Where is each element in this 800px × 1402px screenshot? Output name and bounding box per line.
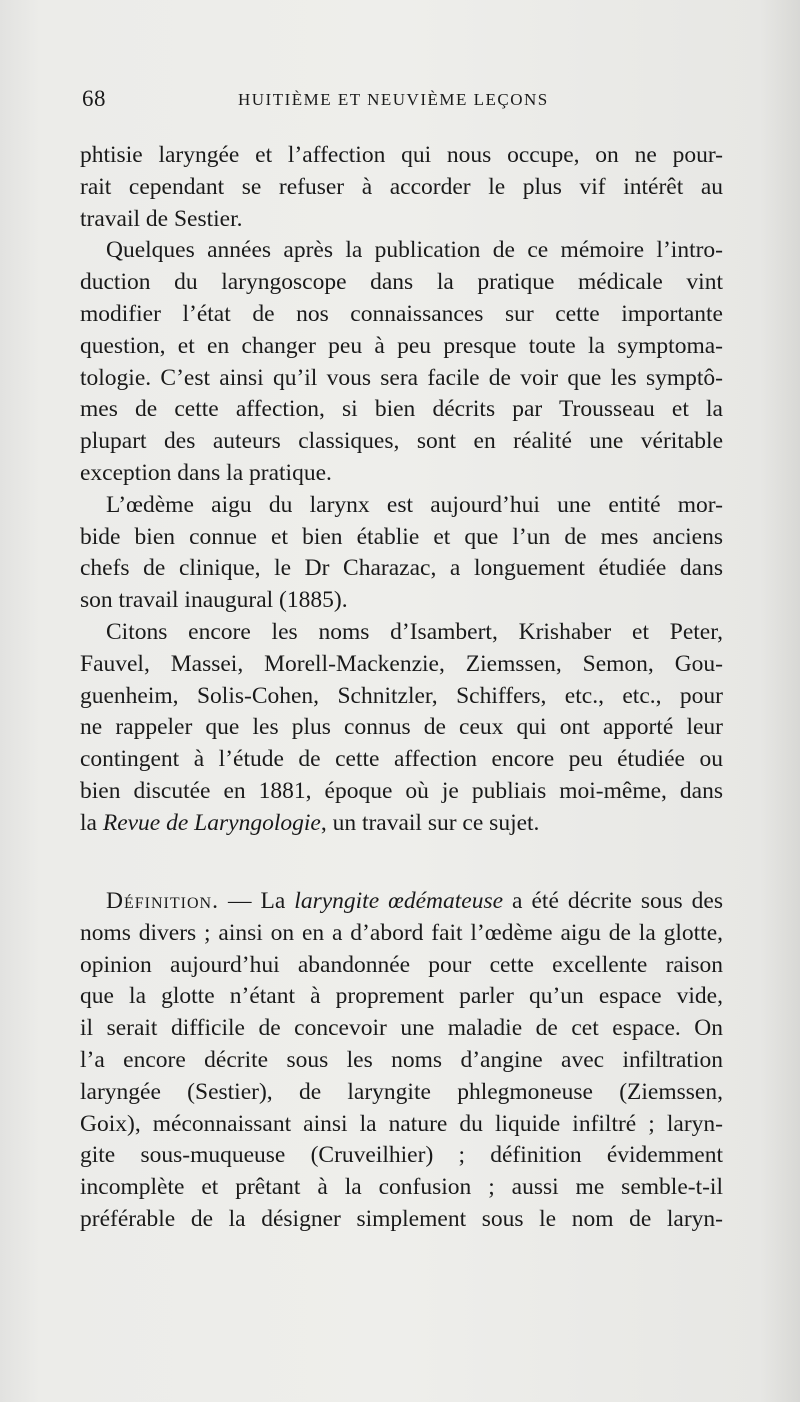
text-line: exception dans la pratique. — [80, 459, 332, 486]
definition-heading-line — [80, 886, 723, 918]
text-line: gite sous-muqueuse (Cruveilhier) ; définition évidemment — [80, 1142, 723, 1169]
text-line: Quelques années après la publication de ce mémoire l’intro- — [106, 237, 723, 264]
text-line: chefs de clinique, le Dr Charazac, a longuement étudiée dans — [80, 555, 723, 582]
text-line: bien discutée en 1881, époque où je publiais moi-même, dans — [80, 777, 723, 804]
text-line: l’a encore décrite sous les noms d’angine avec infiltration — [80, 1046, 723, 1073]
page-number: 68 — [82, 86, 106, 111]
text-line: préférable de la désigner simplement sous le nom de laryn- — [80, 1205, 723, 1232]
text-line: plupart des auteurs classiques, sont en réalité une véritable — [80, 428, 723, 455]
text-line: incomplète et prêtant à la confusion ; aussi me semble-t-il — [80, 1174, 723, 1201]
text-line: contingent à l’étude de cette affection encore peu étudiée ou — [80, 746, 723, 773]
text-line: son travail inaugural (1885). — [80, 587, 348, 614]
defined-term: laryngite œdémateuse — [294, 888, 504, 914]
running-head — [82, 86, 722, 116]
text-line: bide bien connue et bien établie et que l’un de mes anciens — [80, 523, 723, 550]
text-line: mes de cette affection, si bien décrits par Trousseau et la — [80, 396, 723, 423]
text-segment: a été décrite sous des — [503, 888, 723, 914]
text-segment: — La — [218, 888, 295, 914]
text-line: L’œdème aigu du larynx est aujourd’hui une entité mor- — [106, 491, 723, 518]
text-segment: la — [80, 809, 103, 836]
text-line: guenheim, Solis-Cohen, Schnitzler, Schiffers, etc., etc., pour — [80, 682, 723, 709]
body-text-definition — [80, 886, 723, 1236]
text-line: travail de Sestier. — [80, 205, 243, 232]
text-line: question, et en changer peu à peu presque toute la symptoma- — [80, 332, 723, 359]
text-line: phtisie laryngée et l’affection qui nous occupe, on ne pour- — [80, 142, 723, 168]
text-line: rait cependant se refuser à accorder le plus vif intérêt au — [80, 173, 723, 200]
text-line: opinion aujourd’hui abandonnée pour cette excellente raison — [80, 951, 723, 978]
text-line-with-italic — [80, 808, 723, 840]
section-heading: Définition. — [106, 888, 219, 914]
body-text-upper — [80, 140, 723, 840]
text-line: Citons encore les noms d’Isambert, Krishaber et Peter, — [106, 618, 723, 645]
text-line: Goix), méconnaissant ainsi la nature du liquide infiltré ; laryn- — [80, 1110, 723, 1137]
text-line: laryngée (Sestier), de laryngite phlegmoneuse (Ziemssen, — [80, 1078, 723, 1105]
journal-title: Revue de Laryngologie — [102, 809, 321, 836]
running-title: HUITIÈME ET NEUVIÈME LEÇONS — [238, 90, 549, 109]
text-line: duction du laryngoscope dans la pratique médicale vint — [80, 269, 723, 296]
text-line: que la glotte n’étant à proprement parler qu’un espace vide, — [80, 983, 723, 1010]
text-line: ne rappeler que les plus connus de ceux qui ont apporté leur — [80, 714, 723, 741]
text-line: il serait difficile de concevoir une maladie de cet espace. On — [80, 1015, 723, 1042]
text-line: modifier l’état de nos connaissances sur cette importante — [80, 300, 723, 327]
text-line: noms divers ; ainsi on en a d’abord fait l’œdème aigu de la glotte, — [80, 919, 723, 946]
text-line: Fauvel, Massei, Morell-Mackenzie, Ziemssen, Semon, Gou- — [80, 650, 723, 677]
text-line: tologie. C’est ainsi qu’il vous sera facile de voir que les symptô- — [80, 364, 723, 391]
text-segment: , un travail sur ce sujet. — [320, 809, 540, 836]
